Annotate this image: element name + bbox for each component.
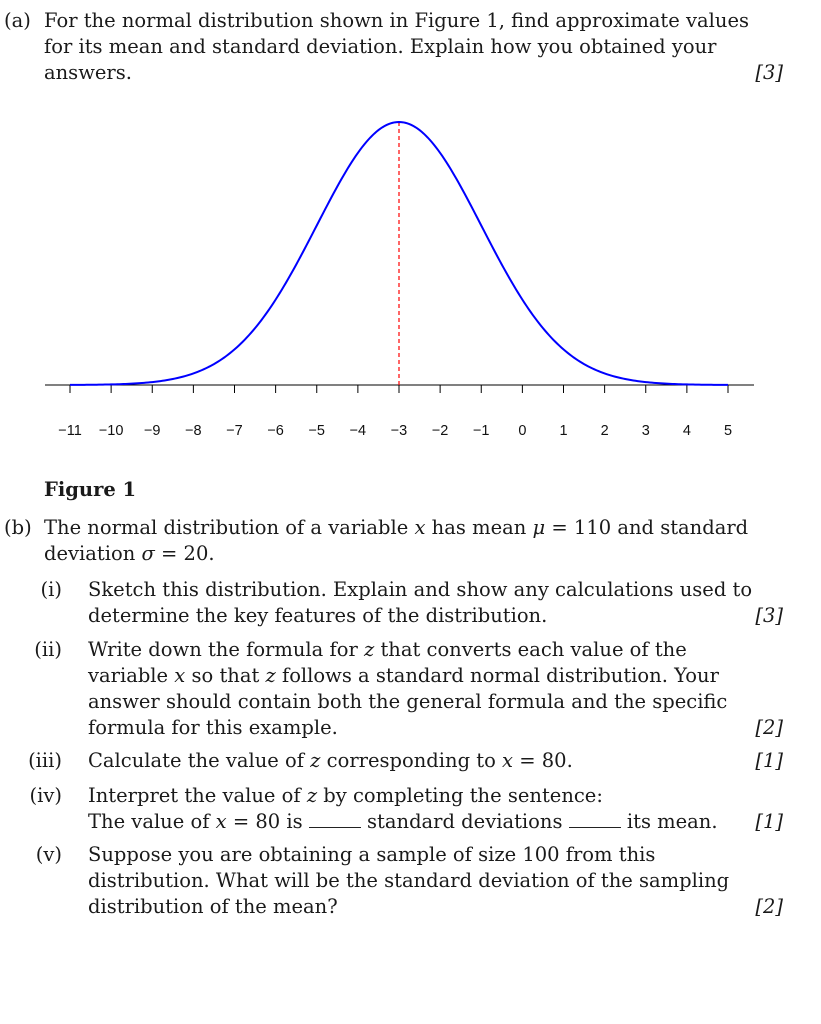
- x-tick-label: −2: [431, 423, 449, 439]
- subquestion-marks: [1]: [755, 810, 783, 833]
- subquestion-label: (iii): [28, 749, 62, 772]
- x-tick-label: −7: [226, 423, 243, 439]
- question-a-label: (a): [4, 9, 31, 32]
- subquestion-line: Interpret the value of z by completing the sentence:: [88, 784, 603, 807]
- x-tick-label: 2: [600, 423, 609, 439]
- question-b-intro: deviation σ = 20.: [44, 542, 215, 565]
- x-tick-label: −5: [308, 423, 326, 439]
- subquestion-line: Write down the formula for z that converts each value of the: [88, 638, 687, 661]
- subquestion-marks: [1]: [755, 749, 783, 772]
- x-tick-label: −10: [98, 423, 124, 439]
- x-tick-label: 1: [559, 423, 568, 439]
- question-a-marks: [3]: [755, 61, 783, 84]
- x-tick-label: 0: [518, 423, 527, 439]
- subquestion-line: Sketch this distribution. Explain and show any calculations used to: [88, 578, 753, 601]
- answer-blank[interactable]: [569, 811, 621, 828]
- figure-caption: Figure 1: [44, 478, 137, 501]
- subquestion-marks: [3]: [755, 604, 783, 627]
- subquestion-line: determine the key features of the distribution.: [88, 604, 548, 627]
- subquestion-marks: [2]: [755, 895, 783, 918]
- subquestion-line: distribution. What will be the standard deviation of the sampling: [88, 869, 730, 892]
- question-a-line: answers.: [44, 61, 132, 84]
- subquestion-marks: [2]: [755, 716, 783, 739]
- x-tick-label: 3: [641, 423, 650, 439]
- question-a-line: for its mean and standard deviation. Explain how you obtained your: [44, 35, 717, 58]
- subquestion-label: (v): [35, 843, 62, 866]
- density-curve: [70, 122, 728, 385]
- question-b-intro: The normal distribution of a variable x has mean μ = 110 and standard: [44, 516, 749, 539]
- question-a-line: For the normal distribution shown in Figure 1, find approximate values: [44, 9, 749, 32]
- x-tick-label: −3: [390, 423, 408, 439]
- x-tick-label: 5: [723, 423, 733, 439]
- subquestion-label: (iv): [29, 784, 62, 807]
- x-tick-label: −1: [472, 423, 490, 439]
- subquestion-line: variable x so that z follows a standard normal distribution. Your: [88, 664, 719, 687]
- subquestion-label: (ii): [34, 638, 62, 661]
- subquestion-line: Suppose you are obtaining a sample of size 100 from this: [88, 843, 656, 866]
- subquestion-line: distribution of the mean?: [88, 895, 338, 918]
- x-tick-label: −8: [185, 423, 202, 439]
- answer-blank[interactable]: [309, 811, 361, 828]
- x-tick-label: −11: [58, 423, 82, 439]
- subquestion-line: Calculate the value of z corresponding to x = 80.: [88, 749, 573, 772]
- subquestion-label: (i): [40, 578, 62, 601]
- fill-in-sentence: The value of x = 80 is standard deviations its mean.: [88, 810, 718, 833]
- x-tick-label: −9: [143, 423, 161, 439]
- question-b-label: (b): [4, 516, 32, 539]
- subquestion-line: answer should contain both the general formula and the specific: [88, 690, 728, 713]
- subquestion-line: formula for this example.: [88, 716, 338, 739]
- x-tick-label: −4: [349, 423, 367, 439]
- x-tick-label: −6: [267, 423, 284, 439]
- x-tick-label: 4: [682, 423, 691, 439]
- question-a: [0, 8, 821, 88]
